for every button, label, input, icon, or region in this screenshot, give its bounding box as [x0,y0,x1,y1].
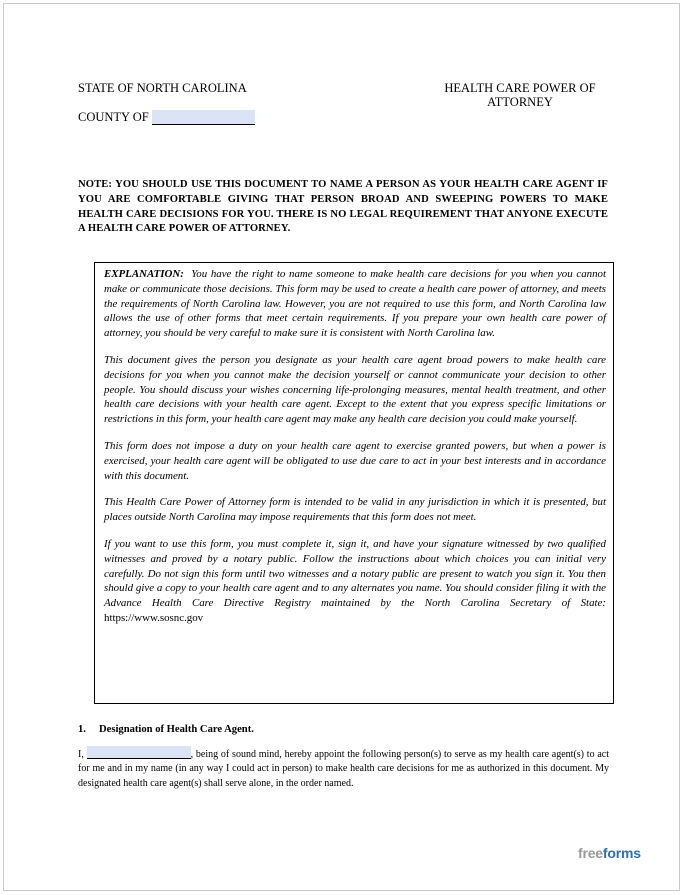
explanation-label: EXPLANATION: [104,268,184,280]
freeforms-logo: freeforms [578,845,641,861]
registry-link[interactable]: https://www.sosnc.gov [104,611,204,624]
explanation-paragraph-5 [104,537,606,626]
document-title-line1: HEALTH CARE POWER OF [444,81,596,95]
explanation-paragraph-4: This Health Care Power of Attorney form is intended to be valid in any jurisdiction in which it is presented, but places outside North Carolina may impose requirements that this form does not meet. [104,496,606,524]
explanation-p1-text: You have the right to name someone to make health care decisions for you when you cannot make or communicate those decisions. This form may be used to create a health care power of attorney, and meets the requirements of North Carolina law. However, you are not required to use this form, and North Carolina law allows the use of other forms that meet certain requirements. If you prepare your own health care power of attorney, you should be very careful to make sure it is consistent with North Carolina law. [104,268,606,340]
designation-paragraph [78,746,609,791]
county-label: COUNTY OF [78,110,149,124]
designation-text: , being of sound mind, hereby appoint the following person(s) to serve as my health care agent(s) to act for me and in my name (in any way I could act in person) to make health care decisions for me as authorized in this document. My designated health care agent(s) shall serve alone, in the order named. [78,749,610,789]
document-title-line2: ATTORNEY [487,95,553,109]
section-1-heading [78,724,254,735]
county-field[interactable] [152,110,255,125]
explanation-box [94,262,614,704]
designation-prefix: I, [78,749,84,760]
note-paragraph: NOTE: YOU SHOULD USE THIS DOCUMENT TO NAME A PERSON AS YOUR HEALTH CARE AGENT IF YOU ARE COMFORTABLE GIVING THAT PERSON BROAD AND SWEEPING POWERS TO MAKE HEALTH CARE DECISIONS FOR YOU. THERE IS NO LEGAL REQUIREMENT THAT ANYONE EXECUTE A HEALTH CARE POWER OF ATTORNEY. [78,179,608,235]
document-title [420,81,620,109]
county-line [78,110,255,125]
explanation-paragraph-1 [104,267,606,341]
explanation-paragraph-3: This form does not impose a duty on your health care agent to exercise granted powers, but when a power is exercised, your health care agent will be obligated to use due care to act in your best interests and in accordance with this document. [104,439,606,482]
state-label: STATE OF NORTH CAROLINA [78,81,247,95]
principal-name-field[interactable] [87,746,191,759]
explanation-p5-text: If you want to use this form, you must complete it, sign it, and have your signature witnessed by two qualified witnesses and proved by a notary public. Follow the instructions about which choices you can initial very carefully. Do not sign this form until two witnesses and a notary public are present to watch you sign it. You then should give a copy to your health care agent and to any alternates you name. You should consider filing it with the Advance Health Care Directive Registry maintained by the North Carolina Secretary of State: [104,537,606,610]
section-title: Designation of Health Care Agent. [99,724,254,735]
explanation-paragraph-2: This document gives the person you designate as your health care agent broad powers to make health care decisions for you when you cannot make the decision yourself or cannot communicate your decision to other people. You should discuss your wishes concerning life-prolonging measures, mental health treatment, and other health care decisions with your health care agent. Except to the extent that you express specific limitations or restrictions in this form, your health care agent may make any health care decision you could make yourself. [104,353,606,426]
section-number: 1. [78,724,86,735]
